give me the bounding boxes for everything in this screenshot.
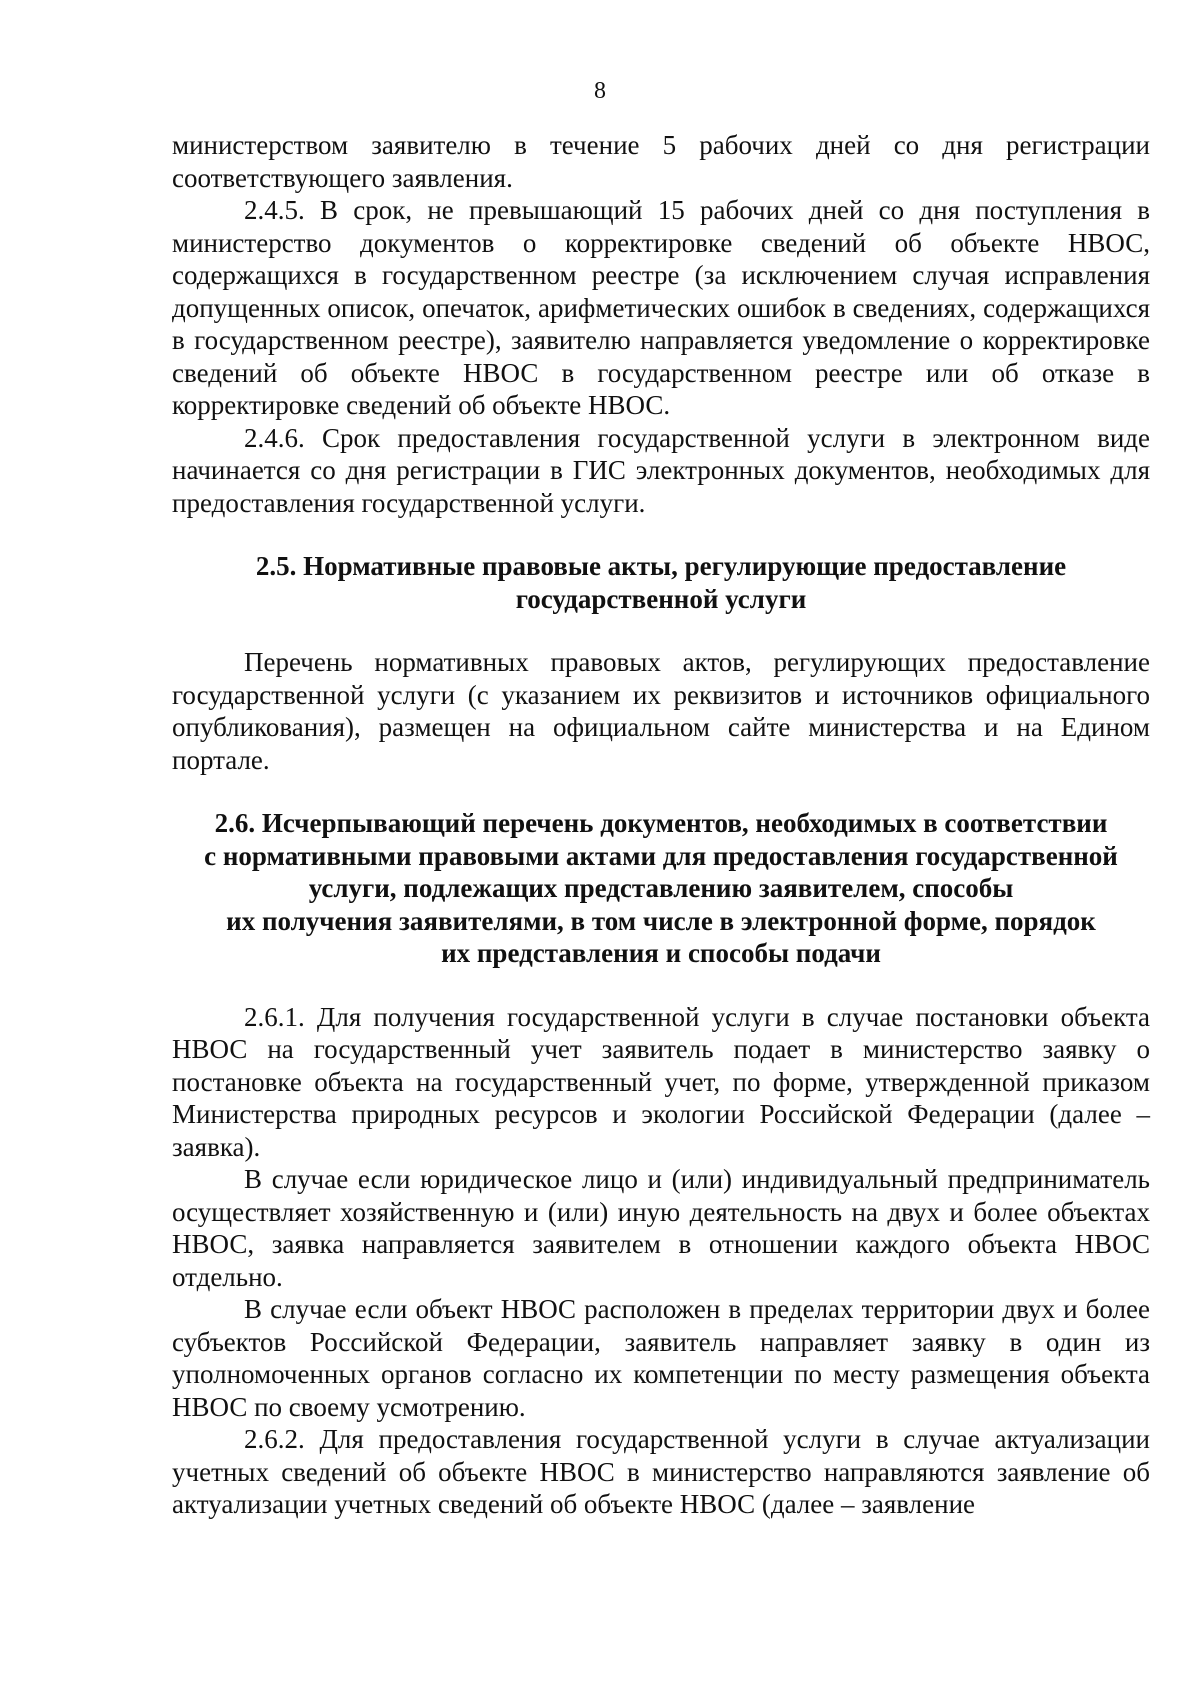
paragraph-continuation: министерством заявителю в течение 5 рабочих дней со дня регистрации соответствующего заявления. <box>172 130 1150 193</box>
paragraph-2-6-2: 2.6.2. Для предоставления государственной услуги в случае актуализации учетных сведений об объекте НВОС в министерство направляются заявление об актуализации учетных сведений об объекте НВОС (далее – заявление <box>172 1424 1150 1519</box>
section-heading-2-5 <box>172 550 1150 615</box>
paragraph-2-4-6: 2.4.6. Срок предоставления государственной услуги в электронном виде начинается со дня регистрации в ГИС электронных документов, необходимых для предоставления государственной услуги. <box>172 422 1150 518</box>
heading-line: государственной услуги <box>515 583 807 614</box>
heading-line: 2.5. Нормативные правовые акты, регулирующие предоставление <box>255 551 1067 581</box>
heading-line: 2.6. Исчерпывающий перечень документов, необходимых в соответствии <box>214 808 1108 838</box>
paragraph-2-6-1-multiple-regions: В случае если объект НВОС расположен в пределах территории двух и более субъектов Российской Федерации, заявитель направляет заявку в один из уполномоченных органов согласно их компетенции по месту размещения объекта НВОС по своему усмотрению. <box>172 1294 1150 1422</box>
page-number: 8 <box>594 78 606 104</box>
section-heading-2-6 <box>172 807 1150 970</box>
paragraph-2-6-1: 2.6.1. Для получения государственной услуги в случае постановки объекта НВОС на государственный учет заявитель подает в министерство заявку о постановке объекта на государственный учет, по форме, утвержденной приказом Министерства природных ресурсов и экологии Российской Федерации (далее – заявка). <box>172 1001 1150 1162</box>
paragraph-2-4-5: 2.4.5. В срок, не превышающий 15 рабочих дней со дня поступления в министерство документов о корректировке сведений об объекте НВОС, содержащихся в государственном реестре (за исключением случая исправления допущенных описок, опечаток, арифметических ошибок в сведениях, содержащихся в государственном реестре), заявителю направляется уведомление о корректировке сведений об объекте НВОС в государственном реестре или об отказе в корректировке сведений об объекте НВОС. <box>172 195 1150 420</box>
heading-line: их представления и способы подачи <box>441 938 881 968</box>
heading-line: услуги, подлежащих представлению заявителем, способы <box>308 873 1014 903</box>
heading-line: их получения заявителями, в том числе в электронной форме, порядок <box>226 905 1096 936</box>
heading-line: с нормативными правовыми актами для предоставления государственной <box>204 840 1118 871</box>
paragraph-2-5-body: Перечень нормативных правовых актов, регулирующих предоставление государственной услуги (с указанием их реквизитов и источников официального опубликования), размещен на официальном сайте министерства и на Едином портале. <box>172 647 1150 775</box>
paragraph-2-6-1-multiple-objects: В случае если юридическое лицо и (или) индивидуальный предприниматель осуществляет хозяйственную и (или) иную деятельность на двух и более объектах НВОС, заявка направляется заявителем в отношении каждого объекта НВОС отдельно. <box>172 1164 1150 1292</box>
document-body <box>172 129 1150 1521</box>
